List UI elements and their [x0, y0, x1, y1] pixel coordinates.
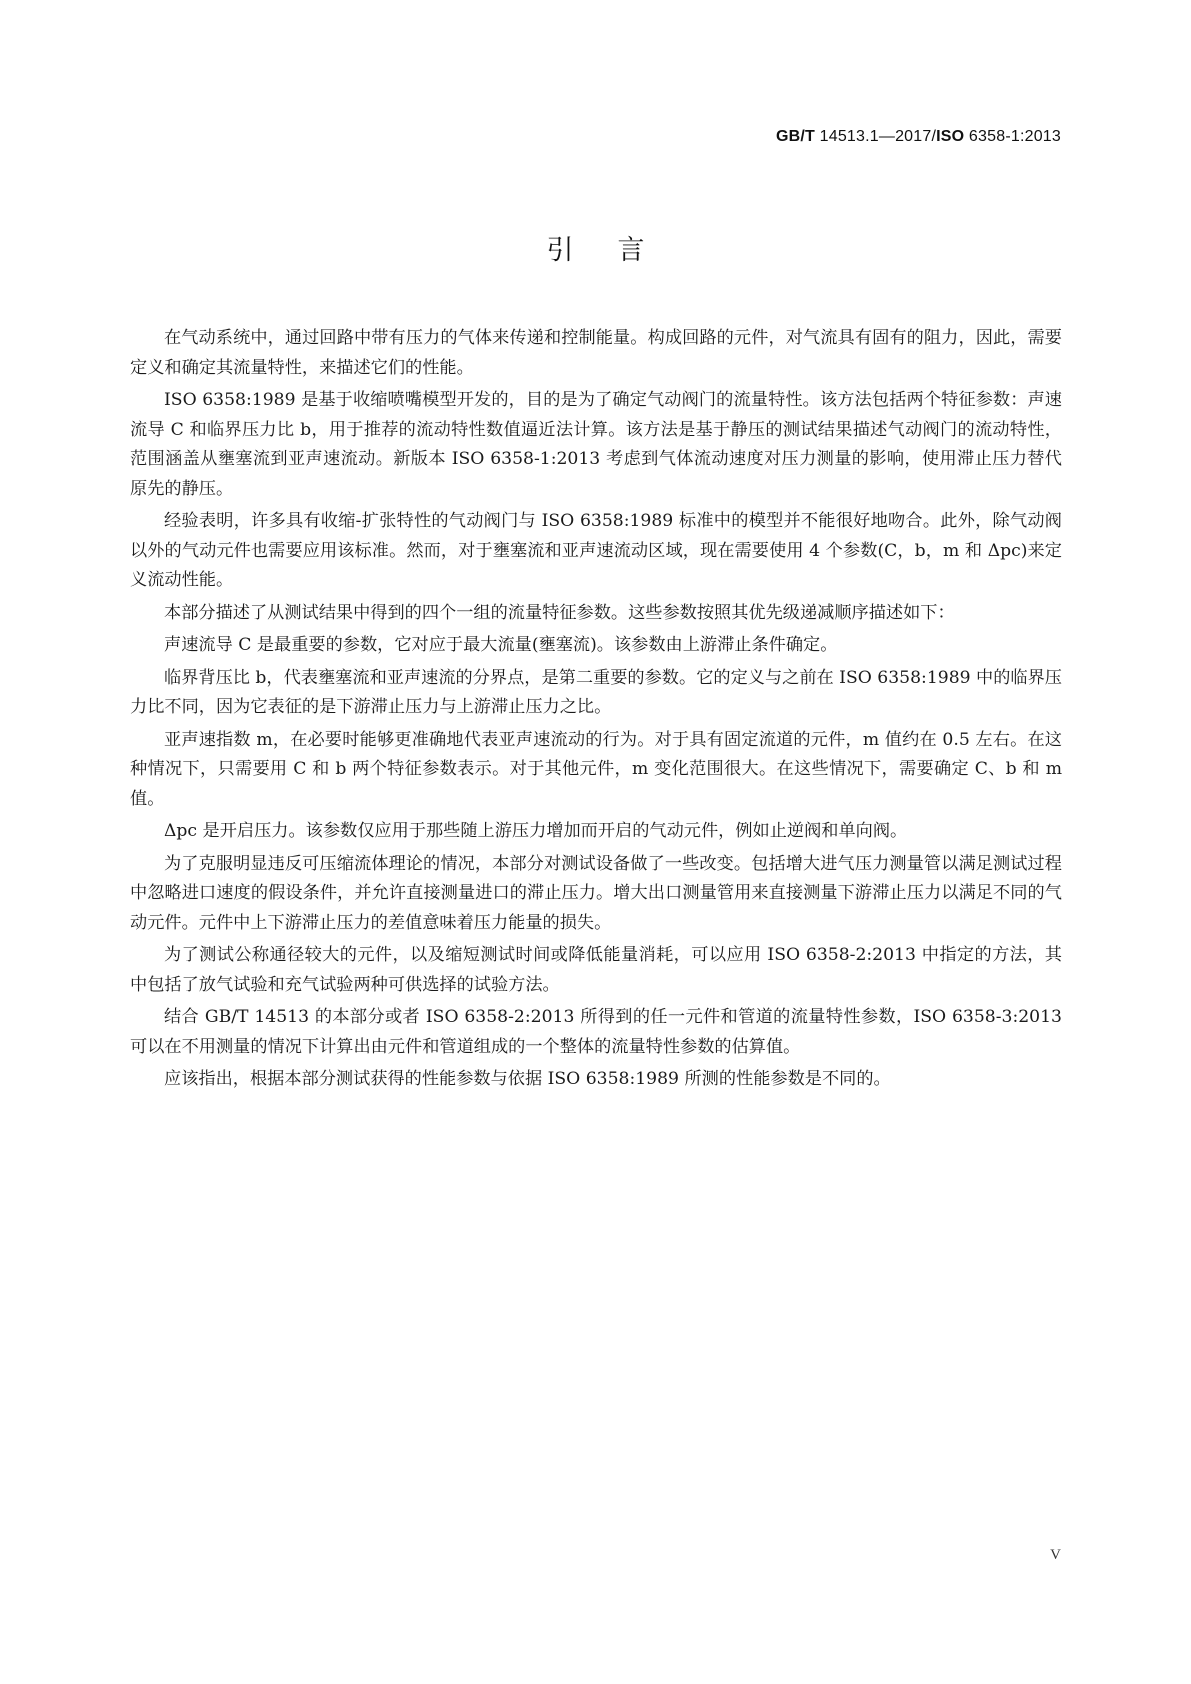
header-gb-number: 14513.1—2017/	[814, 128, 937, 145]
paragraph: 在气动系统中，通过回路中带有压力的气体来传递和控制能量。构成回路的元件，对气流具有固有的阻力，因此，需要定义和确定其流量特性，来描述它们的性能。	[130, 328, 1062, 378]
document-body	[130, 324, 1062, 1098]
paragraph: Δpc 是开启压力。该参数仅应用于那些随上游压力增加而开启的气动元件，例如止逆阀和单向阀。	[164, 821, 908, 841]
paragraph: 为了测试公称通径较大的元件，以及缩短测试时间或降低能量消耗，可以应用 ISO 6358-2:2013 中指定的方法，其中包括了放气试验和充气试验两种可供选择的试验方法。	[130, 945, 1062, 995]
header-iso-prefix: ISO	[936, 128, 965, 145]
paragraph: 为了克服明显违反可压缩流体理论的情况，本部分对测试设备做了一些改变。包括增大进气压力测量管以满足测试过程中忽略进口速度的假设条件，并允许直接测量进口的滞止压力。增大出口测量管用来直接测量下游滞止压力以满足不同的气动元件。元件中上下游滞止压力的差值意味着压力能量的损失。	[130, 853, 1062, 933]
paragraph: 结合 GB/T 14513 的本部分或者 ISO 6358-2:2013 所得到的任一元件和管道的流量特性参数，ISO 6358-3:2013 可以在不用测量的情况下计算出由元件和管道组成的一个整体的流量特性参数的估算值。	[130, 1007, 1062, 1057]
paragraph: 临界背压比 b，代表壅塞流和亚声速流的分界点，是第二重要的参数。它的定义与之前在 ISO 6358:1989 中的临界压力比不同，因为它表征的是下游滞止压力与上游滞止压力之比。	[130, 667, 1062, 717]
paragraph: 经验表明，许多具有收缩-扩张特性的气动阀门与 ISO 6358:1989 标准中的模型并不能很好地吻合。此外，除气动阀以外的气动元件也需要应用该标准。然而，对于壅塞流和亚声速流动区域，现在需要使用 4 个参数(C，b，m 和 Δpc)来定义流动性能。	[130, 511, 1062, 590]
page-number: V	[1050, 1547, 1061, 1563]
paragraph: 声速流导 C 是最重要的参数，它对应于最大流量(壅塞流)。该参数由上游滞止条件确定。	[164, 635, 838, 655]
document-header-code	[776, 128, 1061, 146]
header-gb-prefix: GB/T	[775, 128, 815, 145]
paragraph: 亚声速指数 m，在必要时能够更准确地代表亚声速流动的行为。对于具有固定流道的元件，m 值约在 0.5 左右。在这种情况下，只需要用 C 和 b 两个特征参数表示。对于其他元件，m 变化范围很大。在这些情况下，需要确定 C、b 和 m 值。	[130, 729, 1062, 809]
paragraph: ISO 6358:1989 是基于收缩喷嘴模型开发的，目的是为了确定气动阀门的流量特性。该方法包括两个特征参数：声速流导 C 和临界压力比 b，用于推荐的流动特性数值逼近法计算。该方法是基于静压的测试结果描述气动阀门的流动特性，范围涵盖从壅塞流到亚声速流动。新版本 ISO 6358-1:2013 考虑到气体流动速度对压力测量的影响，使用滞止压力替代原先的静压。	[130, 390, 1062, 499]
paragraph: 本部分描述了从测试结果中得到的四个一组的流量特征参数。这些参数按照其优先级递减顺序描述如下：	[164, 602, 955, 623]
header-iso-number: 6358-1:2013	[964, 128, 1061, 145]
paragraph: 应该指出，根据本部分测试获得的性能参数与依据 ISO 6358:1989 所测的性能参数是不同的。	[164, 1069, 891, 1089]
page-title: 引言	[546, 235, 689, 266]
